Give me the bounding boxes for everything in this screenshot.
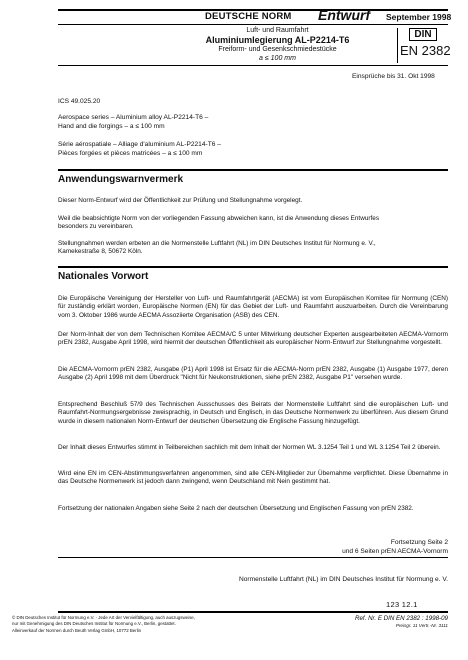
title-block: [150, 26, 405, 63]
committee-top-rule: [58, 557, 448, 558]
committee-line: Normenstelle Luftfahrt (NL) im DIN Deutsches Institut für Normung e. V.: [238, 576, 448, 583]
warning-paragraph-2-line2: besonders zu vereinbaren.: [58, 223, 134, 231]
din-logo: DIN: [409, 28, 437, 41]
warning-heading: Anwendungswarnvermerk: [58, 174, 184, 185]
title-line1: Luft- und Raumfahrt: [246, 27, 309, 34]
price-group: Preisgr. 11 Vertr.-Nr. 3111: [395, 623, 448, 628]
reference-number: Ref. Nr. E DIN EN 2382 : 1998-09: [355, 615, 448, 622]
foreword-paragraph-4: Entsprechend Beschluß 57/9 des Technischen Ausschusses des Beirats der Normenstelle Luftfahrt sind die europäischen Luft- und Raumfahrt-Normungsergebnisse zweisprachig, in Deutsch und Englisch, in das Deutsche Normenwerk zu überführen. Aus diesem Grund wurde in diesem nationalen Norm-Entwurf der deutschen Übersetzung die Englische Fassung hinzugefügt.: [58, 401, 448, 425]
warning-paragraph-2-line1: Weil die beabsichtigte Norm von der vorliegenden Fassung abweichen kann, ist die Anwendung dieses Entwurfes: [58, 215, 380, 222]
warning-top-rule: [58, 169, 448, 171]
english-title-line2: Hand and die forgings – a ≤ 100 mm: [58, 123, 165, 130]
continuation-line2: und 6 Seiten prEN AECMA-Vornorm: [342, 548, 448, 555]
copyright-line1: © DIN Deutsches Institut für Normung e.V. · Jede Art der Vervielfältigung, auch auszugsweise,: [12, 615, 195, 620]
foreword-paragraph-7: Fortsetzung der nationalen Angaben siehe Seite 2 nach der deutschen Übersetzung und Englischen Fassung von prEN 2382.: [58, 505, 414, 512]
reference-block: [320, 615, 448, 629]
foreword-top-rule: [58, 266, 448, 268]
header-rule: [58, 24, 448, 25]
french-title-line1: Série aérospatiale – Alliage d'aluminium AL-P2214-T6 –: [58, 141, 221, 148]
title-line2: Aluminiumlegierung AL-P2214-T6: [205, 35, 350, 45]
foreword-paragraph-6: Wird eine EN im CEN-Abstimmungsverfahren angenommen, sind alle CEN-Mitglieder zur Übernahme verpflichtet. Diese Übernahme in das Deutsche Normenwerk ist jedoch dann zwingend, wenn Deutschland mit Nein gestimmt hat.: [58, 470, 448, 486]
copyright-notice: [12, 615, 297, 635]
foreword-paragraph-3: Die AECMA-Vornorm prEN 2382, Ausgabe (P1) April 1998 ist Ersatz für die AECMA-Norm prEN 2382, Ausgabe (1) Ausgabe 1977, deren Ausgabe (2) April 1998 mit dem Überdruck "Nicht für Neukonstruktionen, siehe prEN 2382, Ausgabe P1" versehen wurde.: [58, 366, 448, 382]
continuation-line1: Fortsetzung Seite 2: [390, 539, 448, 546]
warning-paragraph-1: Dieser Norm-Entwurf wird der Öffentlichkeit zur Prüfung und Stellungnahme vorgelegt.: [58, 197, 303, 204]
french-title: [58, 140, 221, 158]
price-code: 123 12.1: [386, 600, 418, 609]
issue-date: September 1998: [386, 12, 452, 22]
french-title-line2: Pièces forgées et pièces matricées – a ≤ 100 mm: [58, 150, 203, 157]
draft-label: Entwurf: [318, 7, 371, 23]
title-bottom-rule: [58, 65, 448, 66]
norm-label: DEUTSCHE NORM: [205, 11, 292, 22]
title-line4: a ≤ 100 mm: [259, 55, 296, 62]
ics-code: ICS 49.025.20: [58, 98, 101, 105]
continuation-note: [300, 538, 448, 556]
warning-paragraph-3-line2: Kamekestraße 8, 50672 Köln.: [58, 248, 143, 256]
copyright-line3: Alleinverkauf der Normen durch Beuth Verlag GmbH, 10772 Berlin: [12, 628, 142, 634]
foreword-paragraph-1: Die Europäische Vereinigung der Hersteller von Luft- und Raumfahrtgerät (AECMA) ist vom Europäischen Komitee für Normung (CEN) für zuständig erklärt worden, Europäische Normen (EN) für das Gebiet der Luft- und Raumfahrt auszuarbeiten. Durch die Vereinbarung vom 3. Oktober 1986 wurde AECMA Assoziierte Organisation (ASB) des CEN.: [58, 295, 448, 319]
comment-deadline: Einsprüche bis 31. Okt 1998: [352, 73, 435, 80]
copyright-line2: nur mit Genehmigung des DIN Deutsches Institut für Normung e.V., Berlin, gestattet.: [12, 621, 176, 627]
foreword-paragraph-2: Der Norm-Inhalt der von dem Technischen Komitee AECMA/C 5 unter Mitwirkung deutscher Experten ausgearbeiteten AECMA-Vornorm prEN 2382, Ausgabe April 1998, wird hiermit der deutschen Öffentlichkeit als europäischer Norm-Entwurf zur Stellungnahme vorgestellt.: [58, 331, 448, 347]
warning-paragraph-3: [58, 240, 448, 257]
english-title: [58, 113, 208, 131]
warning-paragraph-2: [58, 215, 448, 232]
title-line3: Freiform- und Gesenkschmiedestücke: [218, 46, 337, 53]
english-title-line1: Aerospace series – Aluminium alloy AL-P2214-T6 –: [58, 114, 209, 121]
warning-paragraph-3-line1: Stellungnahmen werden erbeten an die Normenstelle Luftfahrt (NL) im DIN Deutsches Institut für Normung e. V.,: [58, 240, 376, 247]
foreword-paragraph-5: Der Inhalt dieses Entwurfes stimmt in Teilbereichen sachlich mit dem Inhalt der Normen WL 3.1254 Teil 1 und WL 3.1254 Teil 2 überein.: [58, 444, 441, 451]
din-standard-box: [397, 28, 449, 63]
standard-number: EN 2382: [400, 43, 451, 58]
footer-top-rule: [58, 611, 448, 613]
foreword-heading: Nationales Vorwort: [58, 271, 149, 282]
